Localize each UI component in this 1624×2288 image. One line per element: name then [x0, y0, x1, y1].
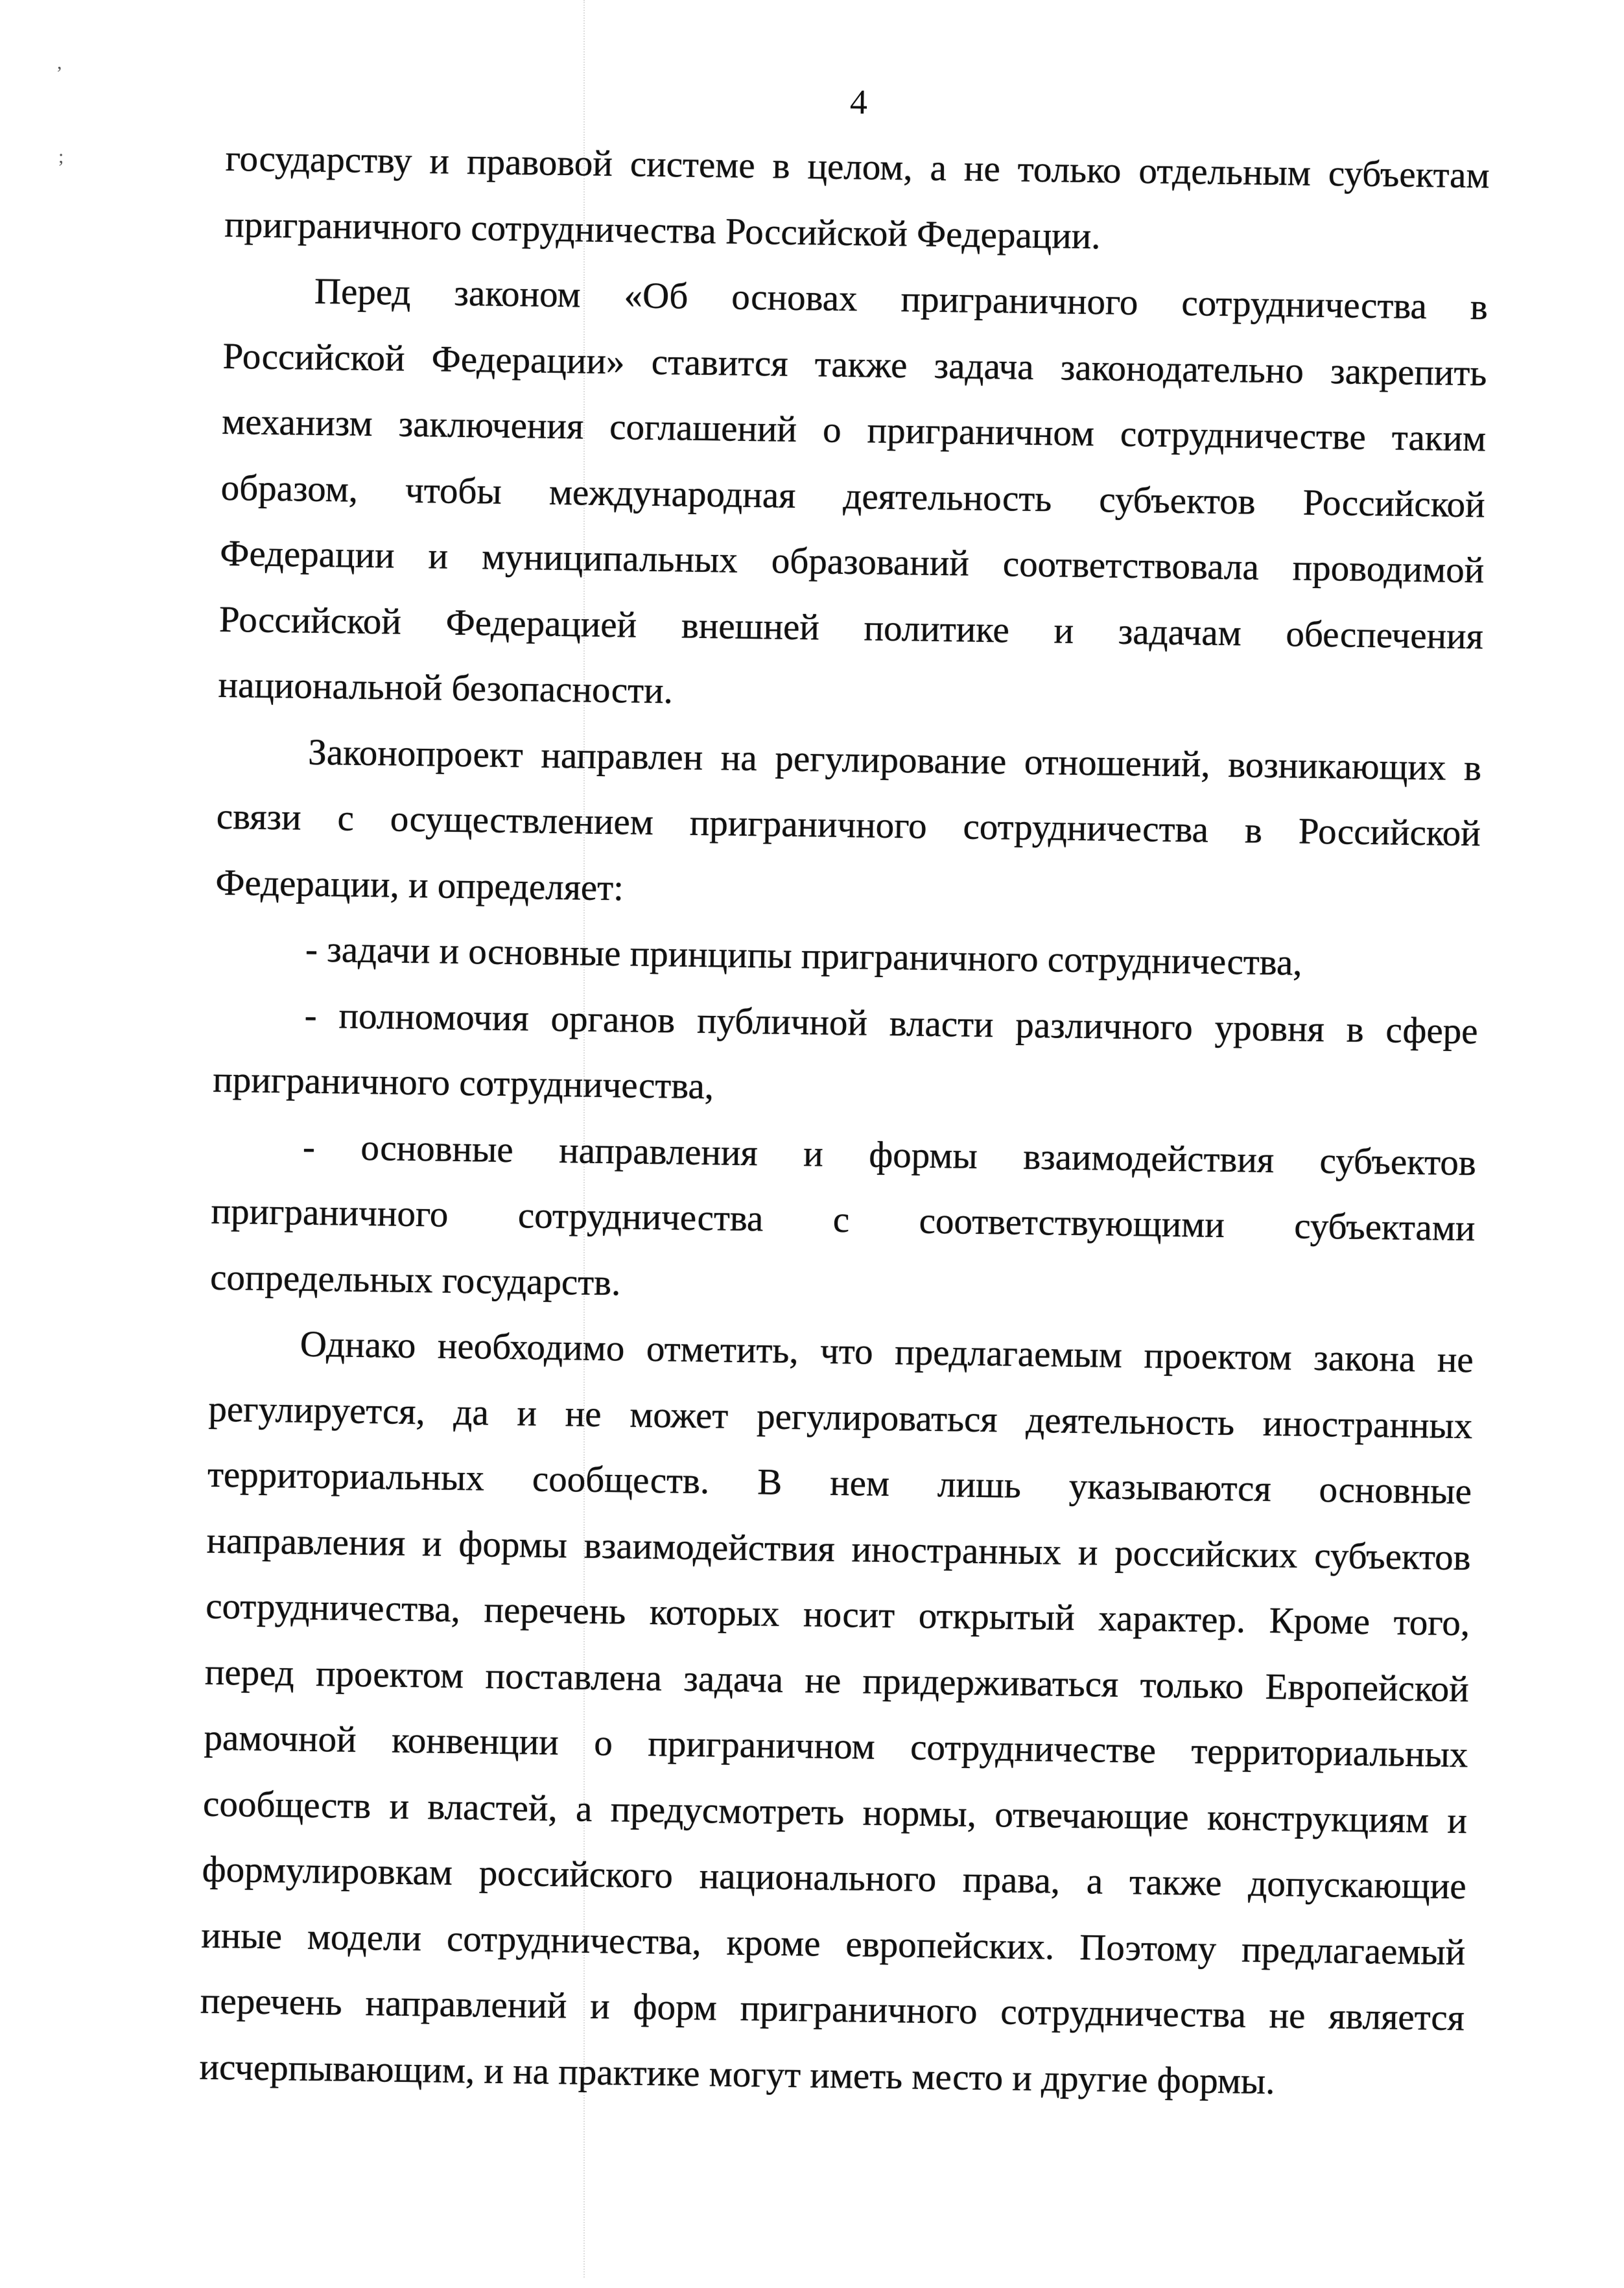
text-line: сопредельных государств.: [209, 1256, 621, 1303]
text-line: сотрудничества, перечень которых носит открытый характер. Кроме того,: [205, 1585, 1470, 1644]
text-line: Федерации и муниципальных образований соответствовала проводимой: [220, 532, 1485, 591]
page-number: 4: [849, 82, 868, 122]
text-line: Законопроект направлен на регулирование отношений, возникающих в: [307, 731, 1482, 788]
text-line: исчерпывающим, и на практике могут иметь место и другие формы.: [199, 2046, 1275, 2102]
text-line: приграничного сотрудничества,: [212, 1059, 714, 1107]
text-line: рамочной конвенции о приграничном сотрудничестве территориальных: [204, 1717, 1468, 1776]
text-line: государству и правовой системе в целом, а не только отдельным субъектам: [225, 137, 1490, 196]
text-line: Однако необходимо отметить, что предлагаемым проектом закона не: [300, 1323, 1474, 1381]
text-line: механизм заключения соглашений о приграничном сотрудничестве таким: [221, 401, 1487, 460]
text-line: национальной безопасности.: [218, 664, 674, 712]
text-line: сообществ и властей, а предусмотреть нормы, отвечающие конструкциям и: [202, 1783, 1468, 1841]
text-line: приграничного сотрудничества с соответствующими субъектами: [211, 1190, 1476, 1249]
text-line: иные модели сотрудничества, кроме европейских. Поэтому предлагаемый: [200, 1915, 1466, 1973]
text-line: образом, чтобы международная деятельность субъектов Российской: [220, 467, 1486, 525]
text-line: регулируется, да и не может регулироваться деятельность иностранных: [208, 1388, 1473, 1446]
scan-mark: ,: [57, 52, 62, 73]
text-line: - полномочия органов публичной власти различного уровня в сфере: [304, 995, 1479, 1052]
text-line: направления и формы взаимодействия иностранных и российских субъектов: [206, 1520, 1471, 1578]
document-body: [199, 126, 1490, 2117]
text-line: приграничного сотрудничества Российской Федерации.: [224, 204, 1101, 257]
text-line: - задачи и основные принципы приграничного сотрудничества,: [305, 928, 1302, 984]
text-line: - основные направления и формы взаимодействия субъектов: [302, 1126, 1477, 1183]
text-line: перед проектом поставлена задача не придерживаться только Европейской: [204, 1651, 1470, 1710]
text-line: Перед законом «Об основах приграничного сотрудничества в: [314, 270, 1489, 328]
text-line: связи с осуществлением приграничного сотрудничества в Российской: [216, 796, 1481, 855]
text-line: территориальных сообществ. В нем лишь указываются основные: [207, 1454, 1472, 1513]
text-line: Российской Федерацией внешней политике и задачам обеспечения: [218, 598, 1484, 657]
text-line: перечень направлений и форм приграничного сотрудничества не является: [200, 1980, 1465, 2039]
text-line: Федерации, и определяет:: [215, 862, 624, 908]
text-line: формулировкам российского национального права, а также допускающие: [202, 1848, 1467, 1907]
scan-mark: ;: [58, 146, 64, 167]
text-line: Российской Федерации» ставится также задача законодательно закрепить: [222, 335, 1487, 394]
